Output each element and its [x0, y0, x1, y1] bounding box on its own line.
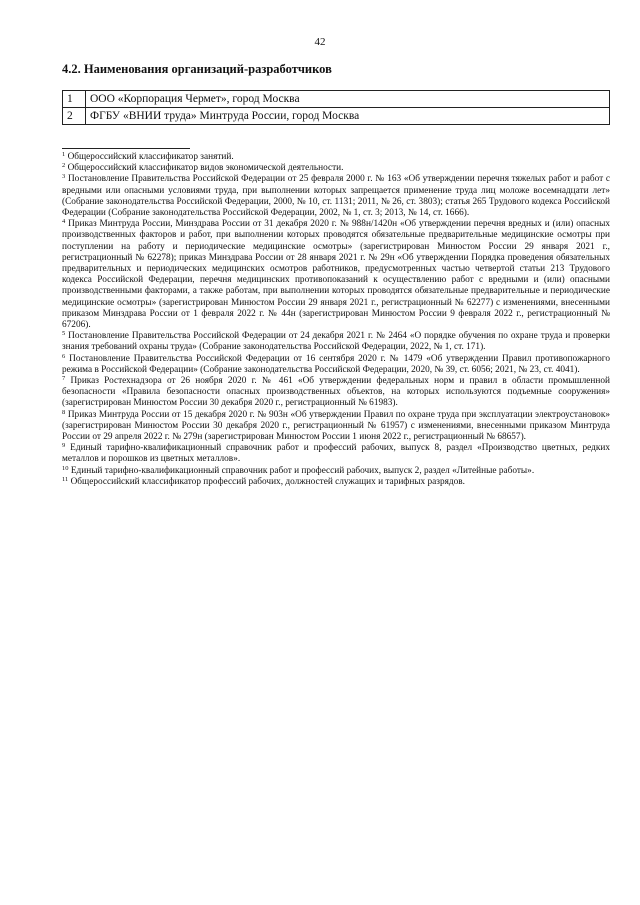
footnote-text: Приказ Минтруда России от 15 декабря 2020 г. № 903н «Об утверждении Правил по охране труда при эксплуатации электроустановок» (зарегистрирован Минюстом России 30 декабря 2020 г., регистрационный № 61957) с изменениями, внесенными приказом Минтруда России от 29 апреля 2022 г. № 279н (зарегистрирован Минюстом России 1 июня 2022 г., регистрационный № 68657). [62, 409, 610, 443]
footnote-text: Приказ Минтруда России, Минздрава России от 31 декабря 2020 г. № 988н/1420н «Об утверждении перечня вредных и (или) опасных производственных факторов и работ, при выполнении которых проводятся обязательные предварительные медицинские осмотры при поступлении на работу и периодические медицинские осмотры» (зарегистрирован Минюстом России 29 января 2021 г., регистрационный № 62278); приказ Минздрава России от 28 января 2021 г. № 29н «Об утверждении Порядка проведения обязательных предварительных и периодических медицинских осмотров работников, предусмотренных частью четвертой статьи 213 Трудового кодекса Российской Федерации, перечня медицинских противопоказаний к осуществлению работ с вредными и (или) опасными производственными факторами, а также работам, при выполнении которых проводятся обязательные предварительные и периодические медицинские осмотры» (зарегистрирован Минюстом России 29 января 2021 г., регистрационный № 62277) с изменениями, внесенными приказом Минздрава России от 1 февраля 2022 г. № 44н (зарегистрирован Минюстом России 9 февраля 2022 г., регистрационный № 67206). [62, 219, 610, 331]
footnote-mark: 9 [62, 442, 66, 450]
footnote [62, 331, 610, 353]
organization-name: ООО «Корпорация Чермет», город Москва [86, 91, 610, 108]
footnote [62, 410, 610, 444]
footnote-text: Постановление Правительства Российской Федерации от 16 сентября 2020 г. № 1479 «Об утверждении Правил противопожарного режима в Российской Федерации» (Собрание законодательства Российской Федерации, 2020, № 39, ст. 6056; 2021, № 23, ст. 4041). [62, 353, 610, 375]
footnote-text: Единый тарифно-квалификационный справочник работ и профессий рабочих, выпуск 2, раздел «Литейные работы». [70, 465, 535, 476]
row-number: 1 [63, 91, 86, 108]
developers-table [62, 90, 610, 125]
row-number: 2 [63, 108, 86, 125]
footnote [62, 466, 610, 477]
footnote-mark: 3 [62, 173, 66, 181]
footnote-mark: 6 [62, 352, 66, 360]
footnote [62, 443, 610, 465]
footnote [62, 163, 610, 174]
page-number: 42 [314, 36, 326, 48]
footnote-mark: 10 [62, 464, 69, 472]
footnote-mark: 1 [62, 151, 66, 158]
footnote [62, 174, 610, 219]
section-title: 4.2. Наименования организаций-разработчиков [62, 62, 332, 76]
footnote-text: Общероссийский классификатор занятий. [67, 152, 234, 162]
table-row [63, 108, 610, 125]
footnote-mark: 5 [62, 330, 66, 338]
footnotes [62, 152, 610, 488]
footnote [62, 376, 610, 410]
footnote [62, 219, 610, 331]
footnote-text: Приказ Ростехнадзора от 26 ноября 2020 г. № 461 «Об утверждении федеральных норм и правил в области промышленной безопасности «Правила безопасности опасных производственных объектов, на которых используются подъемные сооружения» (зарегистрирован Минюстом России 30 декабря 2020 г., регистрационный № 61983). [62, 376, 611, 409]
organization-name: ФГБУ «ВНИИ труда» Минтруда России, город Москва [86, 108, 610, 125]
table-row [63, 91, 610, 108]
footnote-separator [62, 148, 190, 149]
footnote-mark: 2 [62, 162, 66, 170]
footnote-mark: 8 [62, 408, 66, 416]
footnote [62, 354, 610, 376]
footnote-mark: 4 [62, 218, 66, 226]
footnote-text: Постановление Правительства Российской Федерации от 25 февраля 2000 г. № 163 «Об утверждении перечня тяжелых работ и работ с вредными или опасными условиями труда, при выполнении которых запрещается применение труда лиц моложе восемнадцати лет» (Собрание законодательства Российской Федерации, 2000, № 10, ст. 1131; 2011, № 26, ст. 3803); статья 265 Трудового кодекса Российской Федерации (Собрание законодательства Российской Федерации, 2002, № 1, ст. 3; 2013, № 14, ст. 1666). [62, 174, 610, 219]
footnote [62, 477, 610, 488]
footnote-text: Общероссийский классификатор профессий рабочих, должностей служащих и тарифных разрядов. [70, 476, 465, 487]
footnote [62, 152, 610, 163]
footnote-mark: 11 [62, 475, 69, 483]
footnote-text: Постановление Правительства Российской Федерации от 24 декабря 2021 г. № 2464 «О порядке обучения по охране труда и проверки знания требований охраны труда» (Собрание законодательства Российской Федерации, 2022, № 1, ст. 171). [62, 331, 610, 353]
footnote-text: Единый тарифно-квалификационный справочник работ и профессий рабочих, выпуск 8, раздел «Производство цветных, редких металлов и порошков из цветных металлов». [62, 443, 611, 465]
footnote-mark: 7 [62, 375, 66, 383]
footnote-text: Общероссийский классификатор видов экономической деятельности. [67, 163, 344, 174]
